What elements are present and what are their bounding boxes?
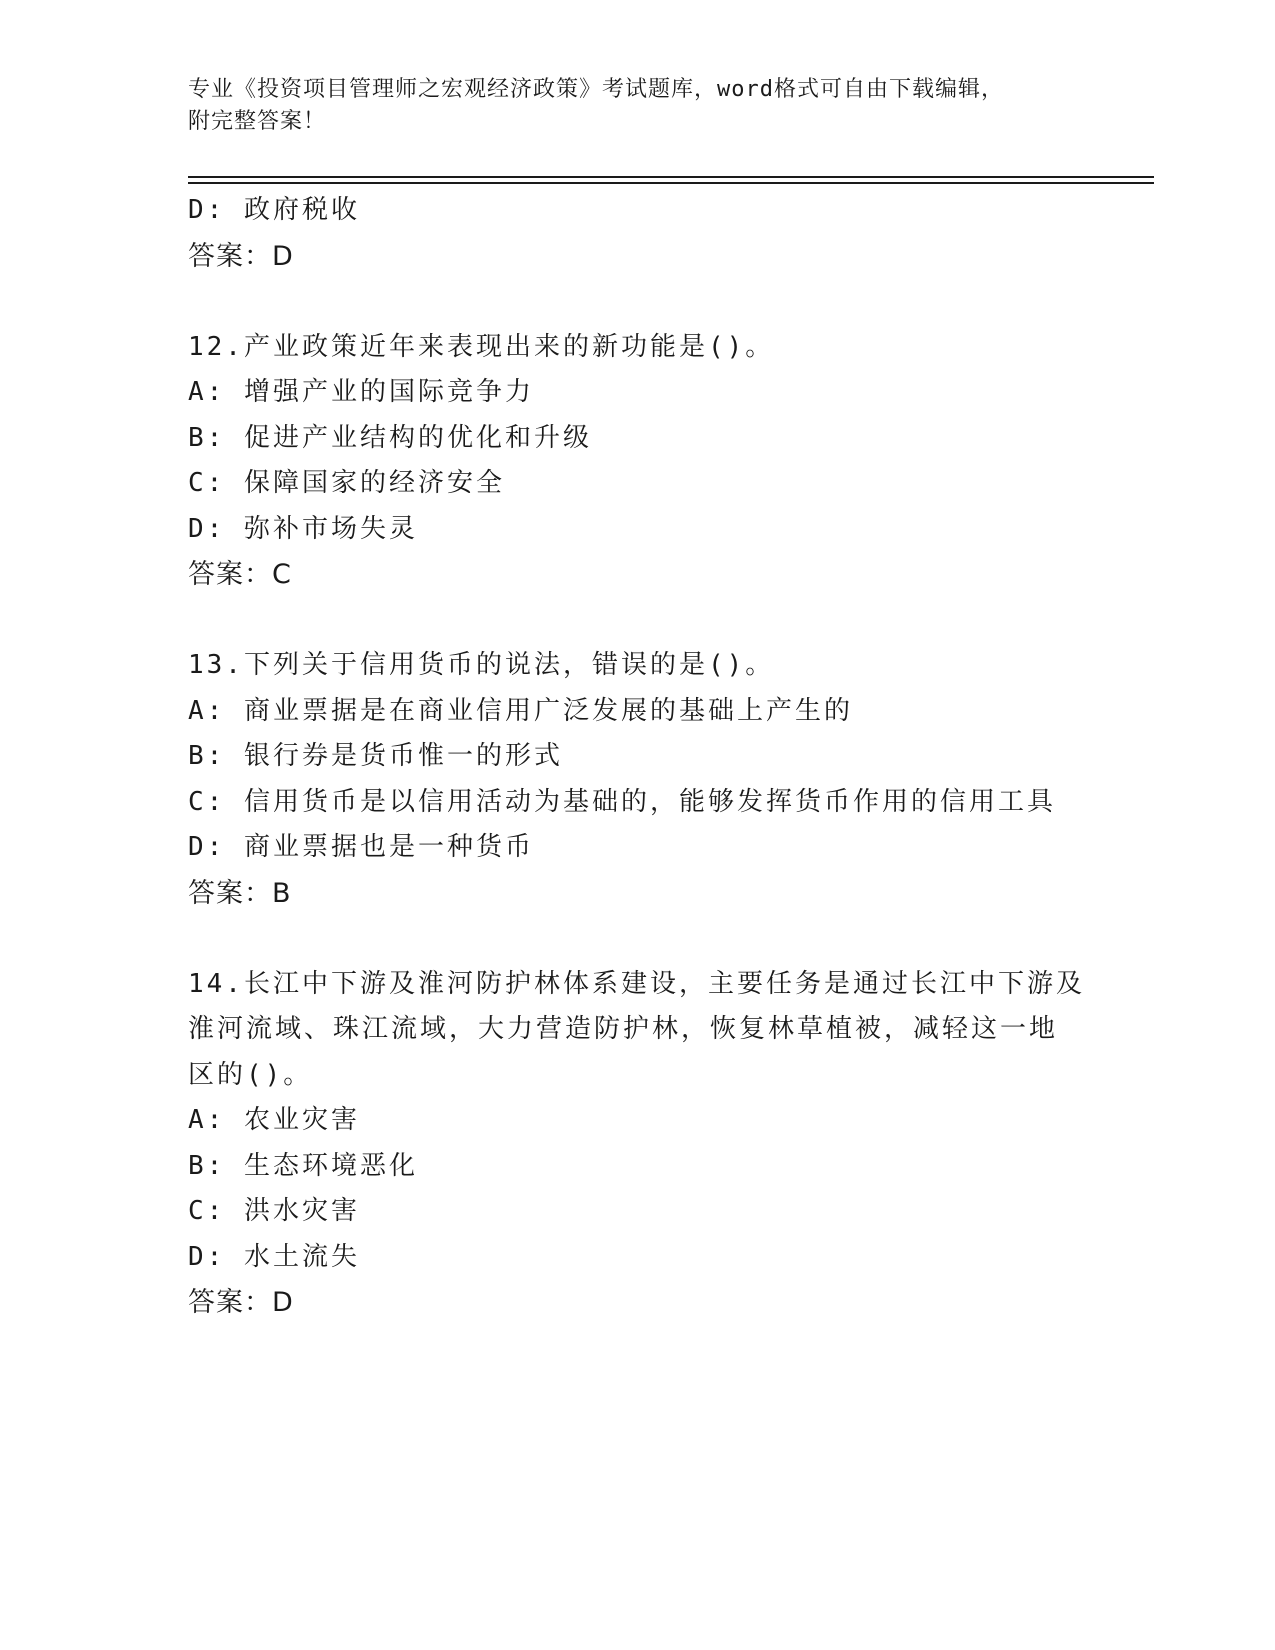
header-divider-bottom	[188, 182, 1154, 184]
option-c	[188, 780, 1188, 826]
option-a	[188, 1098, 1188, 1144]
option-separator: :	[206, 513, 244, 544]
option-separator: :	[206, 1241, 244, 1272]
question-stem-line-1	[188, 962, 1188, 1008]
answer-label: 答案：	[188, 240, 272, 272]
answer-line	[188, 1280, 1188, 1326]
option-d	[188, 507, 1188, 553]
question-number: 13.	[188, 650, 244, 680]
question-text: 长江中下游及淮河防护林体系建设，主要任务是通过长江中下游及	[243, 968, 1085, 999]
option-separator: :	[206, 468, 244, 498]
option-text: 商业票据也是一种货币	[243, 832, 534, 862]
question-14	[188, 962, 1188, 1326]
option-text: 保障国家的经济安全	[243, 468, 505, 498]
question-number: 14.	[188, 968, 244, 999]
option-letter: C	[188, 786, 207, 817]
option-letter: D	[188, 513, 207, 544]
question-text: 产业政策近年来表现出来的新功能是()。	[243, 331, 775, 362]
question-stem-line-2	[188, 1007, 1188, 1053]
question-13	[188, 643, 1188, 916]
document-header	[188, 74, 1088, 138]
answer-line	[188, 871, 1188, 917]
spacer	[188, 279, 1188, 325]
option-text: 促进产业结构的优化和升级	[243, 422, 592, 453]
option-separator: :	[206, 695, 244, 726]
option-letter: B	[188, 422, 207, 453]
option-separator: :	[206, 1105, 244, 1135]
option-text: 商业票据是在商业信用广泛发展的基础上产生的	[243, 695, 853, 726]
spacer	[188, 598, 1188, 644]
option-letter: C	[188, 1196, 207, 1226]
option-c	[188, 1189, 1188, 1235]
option-a	[188, 689, 1188, 735]
option-letter: A	[188, 695, 207, 726]
header-line-2: 附完整答案！	[188, 109, 327, 134]
question-stem-line-3	[188, 1053, 1188, 1099]
question-number: 12.	[188, 331, 244, 362]
option-letter: C	[188, 468, 207, 498]
answer-label: 答案：	[188, 559, 272, 590]
header-divider-top	[188, 176, 1154, 178]
option-separator: :	[206, 195, 244, 225]
answer-line	[188, 234, 1188, 280]
option-a	[188, 370, 1188, 416]
option-c	[188, 461, 1188, 507]
option-text: 农业灾害	[243, 1105, 360, 1135]
question-text: 淮河流域、珠江流域，大力营造防护林，恢复林草植被，减轻这一地	[188, 1014, 1059, 1044]
question-stem	[188, 325, 1188, 371]
answer-value: C	[272, 559, 292, 590]
option-text: 银行券是货币惟一的形式	[243, 741, 563, 771]
option-letter: B	[188, 741, 207, 771]
option-d	[188, 825, 1188, 871]
answer-value: D	[272, 240, 294, 272]
option-separator: :	[206, 1196, 244, 1226]
answer-value: B	[272, 877, 292, 909]
option-text: 弥补市场失灵	[243, 513, 418, 544]
option-separator: :	[206, 832, 244, 862]
option-b	[188, 734, 1188, 780]
option-separator: :	[206, 377, 244, 407]
option-d	[188, 1235, 1188, 1281]
option-separator: :	[206, 422, 244, 453]
answer-value: D	[272, 1287, 294, 1318]
question-12	[188, 325, 1188, 598]
option-text: 信用货币是以信用活动为基础的，能够发挥货币作用的信用工具	[243, 786, 1056, 817]
header-line-1: 专业《投资项目管理师之宏观经济政策》考试题库，word格式可自由下载编辑，	[188, 77, 1004, 102]
option-letter: D	[188, 1241, 207, 1272]
option-separator: :	[206, 786, 244, 817]
option-separator: :	[206, 1150, 244, 1181]
option-text: 政府税收	[243, 195, 360, 225]
answer-label: 答案：	[188, 877, 272, 909]
option-b	[188, 1144, 1188, 1190]
answer-label: 答案：	[188, 1287, 272, 1318]
option-letter: A	[188, 1105, 207, 1135]
spacer	[188, 916, 1188, 962]
option-letter: B	[188, 1150, 207, 1181]
question-text: 区的()。	[188, 1059, 313, 1090]
option-text: 水土流失	[243, 1241, 360, 1272]
option-text: 洪水灾害	[243, 1196, 360, 1226]
previous-question-tail	[188, 188, 1188, 279]
option-text: 生态环境恶化	[243, 1150, 418, 1181]
option-separator: :	[206, 741, 244, 771]
option-d	[188, 188, 1188, 234]
question-text: 下列关于信用货币的说法，错误的是()。	[243, 650, 775, 680]
option-text: 增强产业的国际竞争力	[243, 377, 534, 407]
option-letter: D	[188, 195, 207, 225]
question-stem	[188, 643, 1188, 689]
answer-line	[188, 552, 1188, 598]
option-letter: A	[188, 377, 207, 407]
question-list	[188, 188, 1188, 1326]
option-letter: D	[188, 832, 207, 862]
option-b	[188, 416, 1188, 462]
